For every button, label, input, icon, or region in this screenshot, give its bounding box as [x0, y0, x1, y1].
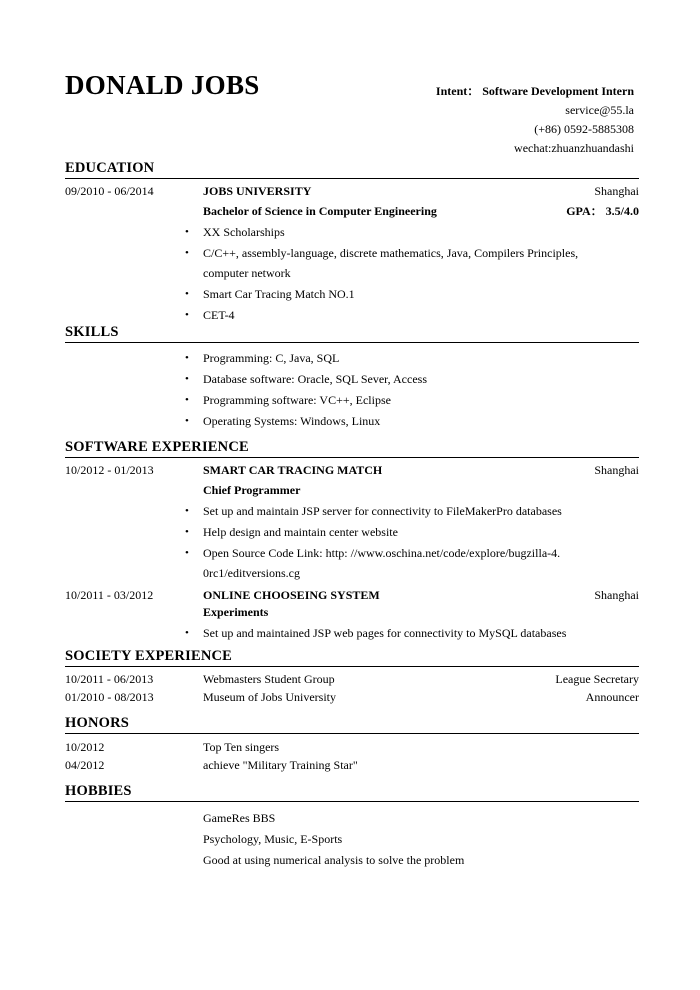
society-heading: SOCIETY EXPERIENCE: [65, 646, 639, 667]
software-role-row: [65, 480, 639, 500]
hobbies-list: [65, 808, 639, 871]
society-date: 01/2010 - 08/2013: [65, 690, 154, 704]
contact-phone: (+86) 0592-5885308: [534, 122, 634, 136]
list-item: • C/C++, assembly-language, discrete mathematics, Java, Compilers Principles, computer network: [65, 243, 639, 283]
job-intent: Intent： Software Development Intern: [435, 84, 634, 98]
society-role: Announcer: [585, 690, 639, 704]
contact-block: [436, 82, 634, 158]
bullet-icon: •: [185, 288, 189, 300]
education-bullets: [65, 222, 639, 325]
table-row: [65, 737, 639, 757]
bullet-icon: •: [185, 547, 189, 559]
education-heading: EDUCATION: [65, 158, 639, 179]
education-section: [65, 158, 639, 325]
list-item: • Programming software: VC++, Eclipse: [65, 390, 639, 410]
list-item: • XX Scholarships: [65, 222, 639, 242]
software-role: Experiments: [203, 605, 269, 619]
software-project: ONLINE CHOOSEING SYSTEM: [203, 588, 380, 602]
list-item: • Database software: Oracle, SQL Sever, Access: [65, 369, 639, 389]
list-item: • Set up and maintain JSP server for connectivity to FileMakerPro databases: [65, 501, 639, 521]
society-org: Webmasters Student Group: [203, 672, 335, 686]
software-date: 10/2012 - 01/2013: [65, 463, 154, 477]
list-item: • Set up and maintained JSP web pages for connectivity to MySQL databases: [65, 623, 639, 643]
list-item: Psychology, Music, E-Sports: [203, 832, 343, 846]
bullet-icon: •: [185, 627, 189, 639]
honor-text: Top Ten singers: [203, 740, 280, 754]
honors-heading: HONORS: [65, 713, 639, 734]
education-row: [65, 181, 639, 201]
honor-date: 10/2012: [65, 740, 105, 754]
bullet-icon: •: [185, 415, 189, 427]
list-item: • CET-4: [65, 305, 639, 325]
education-date: 09/2010 - 06/2014: [65, 184, 154, 198]
contact-wechat: wechat:zhuanzhuandashi: [514, 141, 634, 155]
society-org: Museum of Jobs University: [203, 690, 336, 704]
skills-heading: SKILLS: [65, 322, 639, 343]
education-gpa: GPA： 3.5/4.0: [566, 204, 639, 218]
list-item: • Smart Car Tracing Match NO.1: [65, 284, 639, 304]
skills-section: [65, 322, 639, 431]
society-section: [65, 646, 639, 707]
bullet-icon: •: [185, 226, 189, 238]
skills-bullets: [65, 348, 639, 431]
candidate-name: DONALD JOBS: [65, 70, 260, 100]
software-role: Chief Programmer: [203, 483, 301, 497]
honor-date: 04/2012: [65, 758, 105, 772]
software-project: SMART CAR TRACING MATCH: [203, 463, 383, 477]
education-degree-row: [65, 201, 639, 221]
software-location: Shanghai: [594, 463, 639, 477]
society-date: 10/2011 - 06/2013: [65, 672, 154, 686]
software-section: [65, 437, 639, 643]
bullet-icon: •: [185, 394, 189, 406]
software-role-row: [65, 602, 639, 622]
table-row: [65, 755, 639, 775]
software-heading: SOFTWARE EXPERIENCE: [65, 437, 639, 458]
list-item: • Operating Systems: Windows, Linux: [65, 411, 639, 431]
bullet-icon: •: [185, 309, 189, 321]
society-role: League Secretary: [555, 672, 639, 686]
software-bullets: [65, 623, 639, 643]
list-item: Good at using numerical analysis to solve the problem: [203, 853, 465, 867]
hobbies-section: [65, 781, 639, 871]
bullet-icon: •: [185, 352, 189, 364]
list-item: • Help design and maintain center website: [65, 522, 639, 542]
bullet-icon: •: [185, 526, 189, 538]
table-row: [65, 687, 639, 707]
education-school: JOBS UNIVERSITY: [203, 184, 312, 198]
contact-email: service@55.la: [565, 103, 634, 117]
honors-section: [65, 713, 639, 775]
table-row: [65, 669, 639, 689]
software-date: 10/2011 - 03/2012: [65, 588, 154, 602]
list-item: • Programming: C, Java, SQL: [65, 348, 639, 368]
list-item: GameRes BBS: [203, 811, 276, 825]
list-item: • Open Source Code Link: http: //www.oschina.net/code/explore/bugzilla-4.0rc1/editversions.cg: [65, 543, 639, 583]
honor-text: achieve "Military Training Star": [203, 758, 358, 772]
bullet-icon: •: [185, 505, 189, 517]
bullet-icon: •: [185, 247, 189, 259]
education-degree: Bachelor of Science in Computer Engineering: [203, 204, 437, 218]
software-location: Shanghai: [594, 588, 639, 602]
hobbies-heading: HOBBIES: [65, 781, 639, 802]
software-entry-row: [65, 460, 639, 480]
bullet-icon: •: [185, 373, 189, 385]
software-bullets: [65, 501, 639, 583]
education-location: Shanghai: [594, 184, 639, 198]
